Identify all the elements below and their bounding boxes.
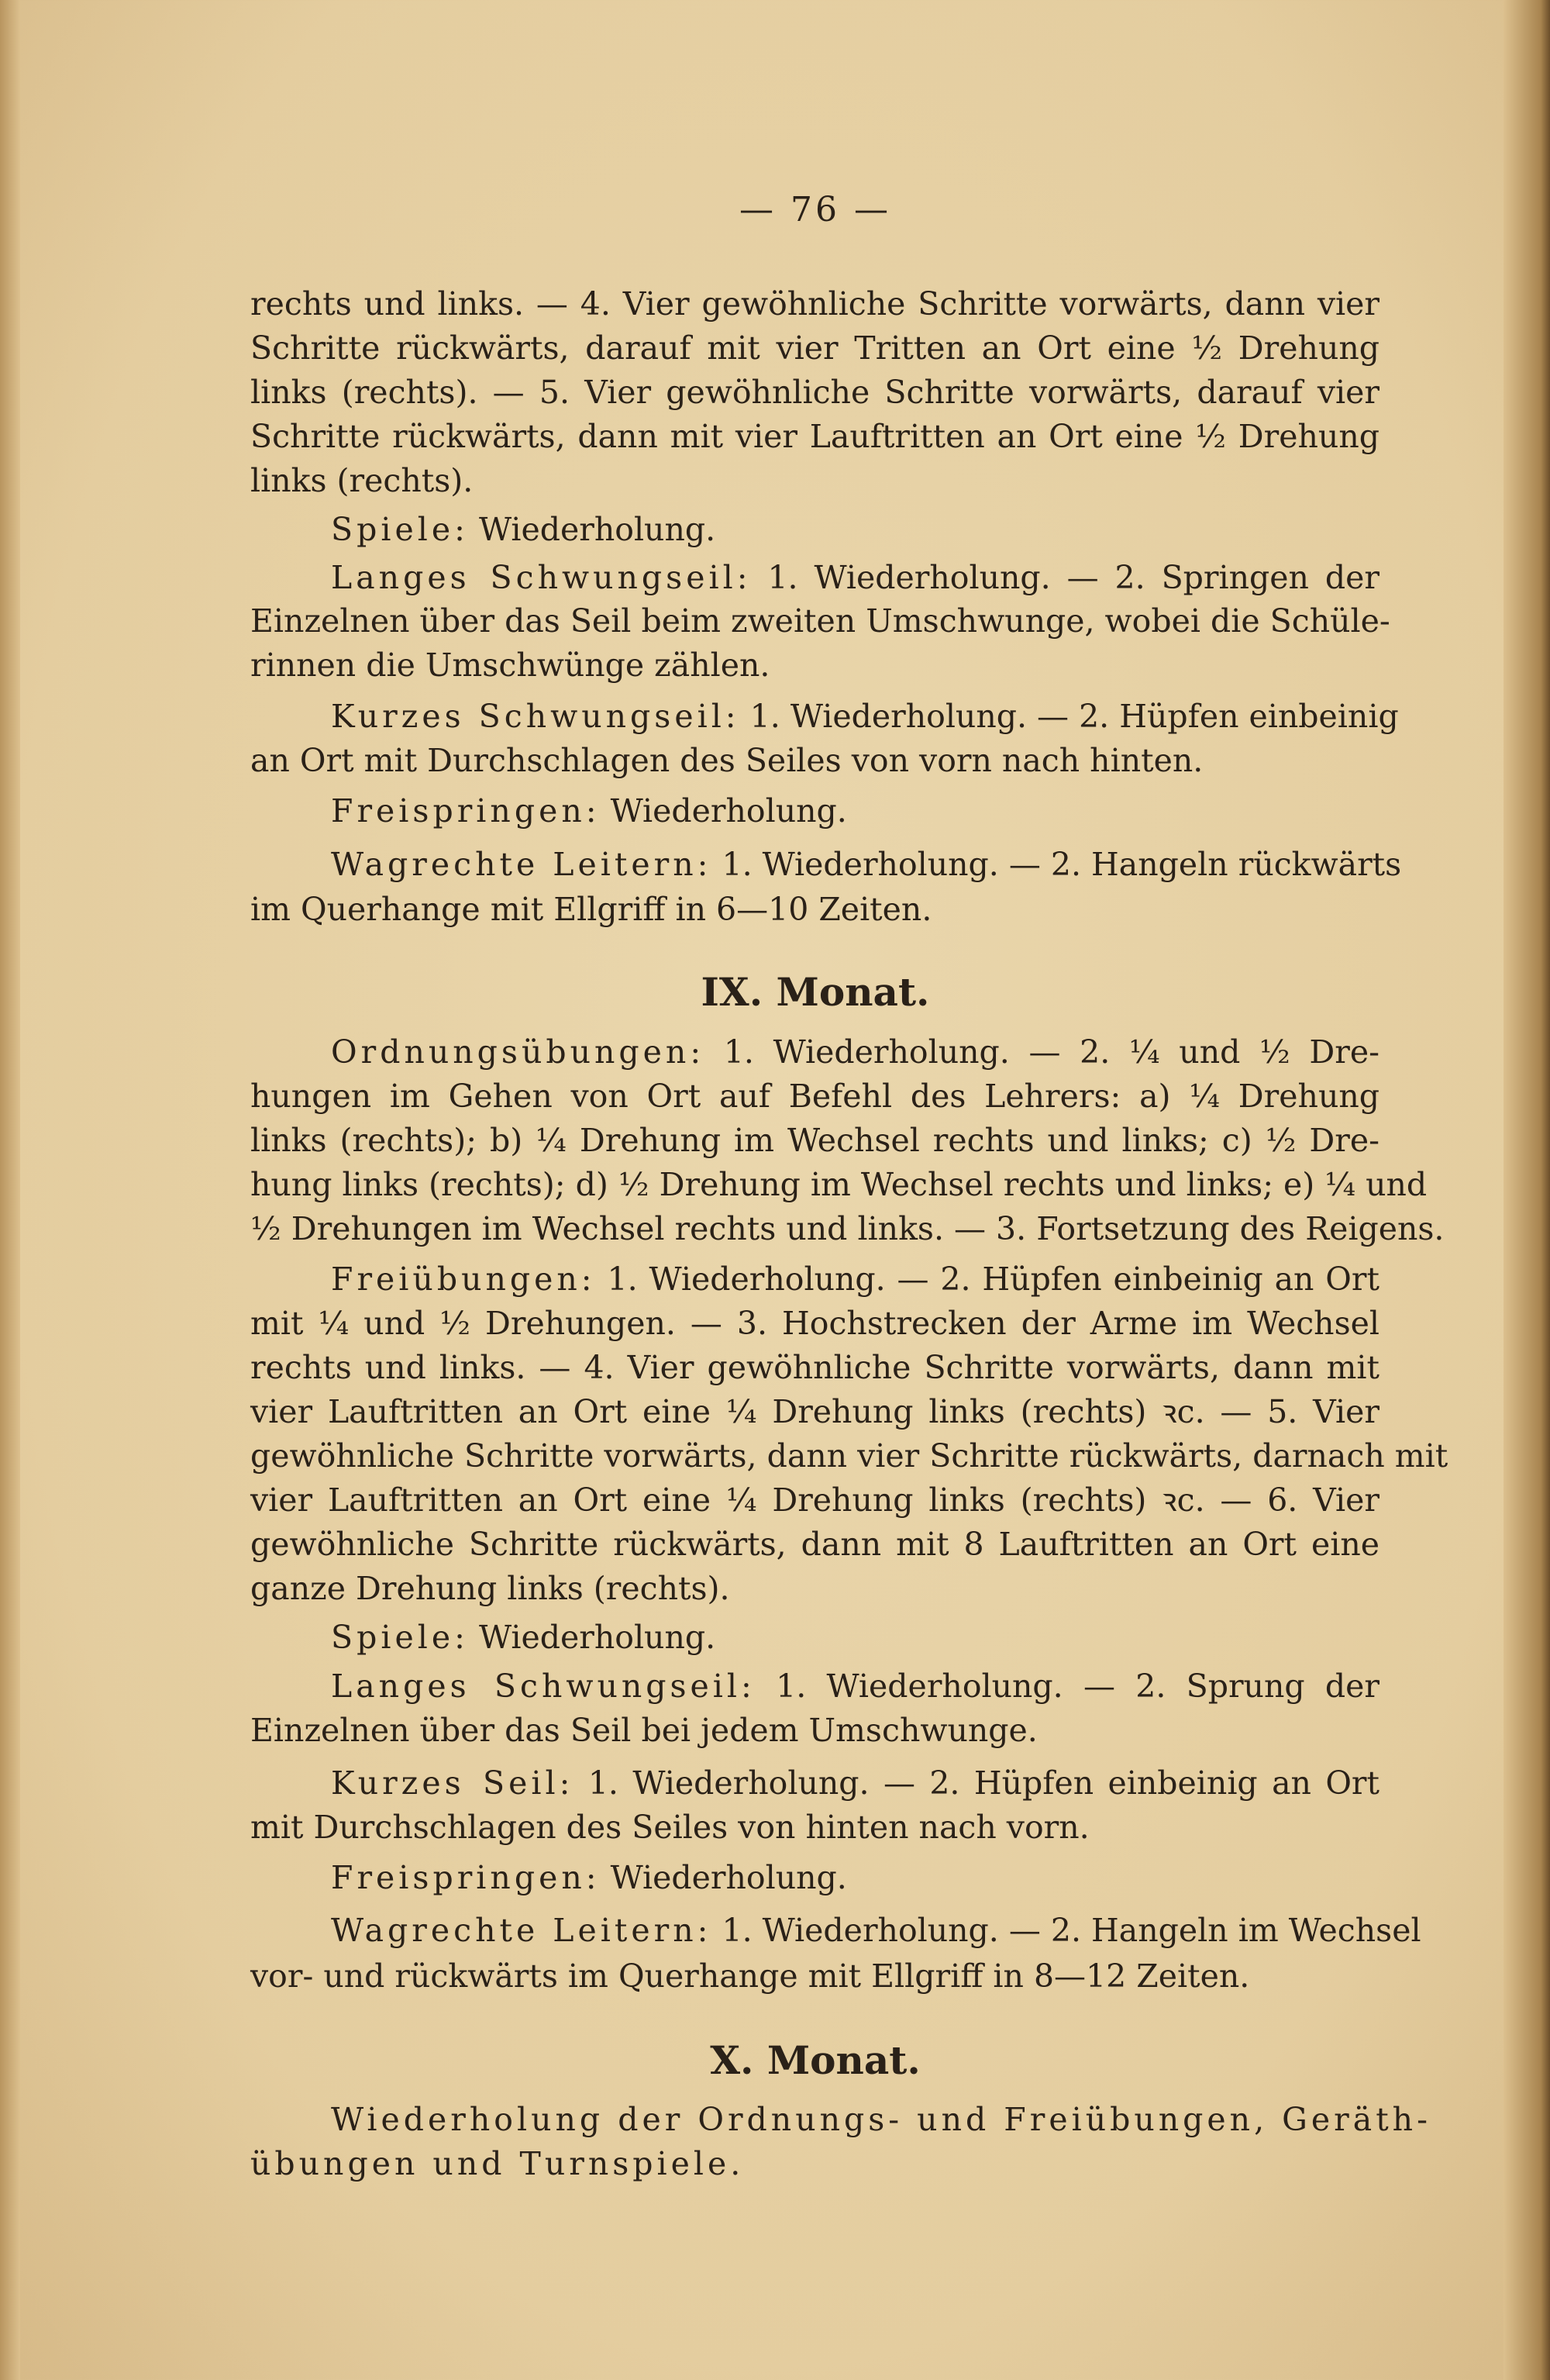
exercise-label: Langes Schwungseil:	[331, 1668, 756, 1705]
line-text: mit Durchschlagen des Seiles von hinten nach vorn.	[250, 1809, 1090, 1846]
text-line	[250, 1954, 1380, 1998]
line-text: 1. Wiederholung. — 2. Hüpfen einbeinig an Ort	[587, 1764, 1380, 1802]
page-edge-right	[1504, 0, 1550, 2380]
text-line	[250, 326, 1380, 370]
text-line	[250, 643, 1380, 687]
line-text: Einzelnen über das Seil beim zweiten Umschwunge, wobei die Schüle-	[250, 602, 1390, 640]
line-text: vier Lauftritten an Ort eine ¼ Drehung links (rechts) ꝛc. — 5. Vier	[250, 1393, 1380, 1430]
text-line	[250, 282, 1380, 326]
line-text: vier Lauftritten an Ort eine ¼ Drehung links (rechts) ꝛc. — 6. Vier	[250, 1481, 1380, 1519]
text-line	[250, 1119, 1380, 1162]
text-line	[250, 415, 1380, 458]
text-line	[250, 1478, 1380, 1522]
text-line	[250, 1434, 1448, 1478]
line-text: mit ¼ und ½ Drehungen. — 3. Hochstrecken der Arme im Wechsel	[250, 1305, 1380, 1342]
text-line	[250, 2142, 1380, 2185]
line-text: Schritte rückwärts, darauf mit vier Tritten an Ort eine ½ Drehung	[250, 329, 1380, 367]
text-line	[250, 1806, 1380, 1849]
exercise-label: Kurzes Schwungseil:	[331, 698, 740, 735]
text-line	[250, 459, 1380, 502]
section-heading: IX. Monat.	[701, 969, 930, 1015]
text-line	[250, 599, 1390, 643]
text-line	[331, 789, 1380, 833]
exercise-label: Wagrechte Leitern:	[331, 1912, 712, 1949]
text-line	[250, 1523, 1380, 1566]
exercise-label: Langes Schwungseil:	[331, 559, 752, 596]
line-text: Wiederholung.	[478, 1619, 716, 1656]
text-line	[331, 1761, 1380, 1805]
line-text: vor- und rückwärts im Querhange mit Ellgriff in 8—12 Zeiten.	[250, 1957, 1250, 1995]
text-line	[331, 1257, 1380, 1301]
text-line	[250, 1390, 1380, 1433]
text-line	[331, 1030, 1380, 1074]
text-line	[250, 739, 1380, 782]
text-line	[250, 1346, 1380, 1389]
text-line	[250, 1207, 1445, 1250]
text-line	[331, 1664, 1380, 1708]
page-number: — 76 —	[739, 190, 891, 229]
exercise-label: Spiele:	[331, 511, 469, 548]
exercise-label: Freispringen:	[331, 792, 601, 830]
exercise-label: Ordnungsübungen:	[331, 1033, 705, 1071]
line-text: Wiederholung.	[478, 511, 716, 548]
line-text: 1. Wiederholung. — 2. Hüpfen einbeinig	[749, 698, 1399, 735]
line-text: Schritte rückwärts, dann mit vier Lauftritten an Ort eine ½ Drehung	[250, 418, 1380, 455]
line-text: links (rechts). — 5. Vier gewöhnliche Schritte vorwärts, darauf vier	[250, 374, 1380, 411]
text-line	[331, 1856, 1380, 1899]
line-text: hungen im Gehen von Ort auf Befehl des Lehrers: a) ¼ Drehung	[250, 1078, 1380, 1115]
line-text: an Ort mit Durchschlagen des Seiles von vorn nach hinten.	[250, 742, 1204, 779]
line-text: 1. Wiederholung. — 2. Springen der	[767, 559, 1380, 596]
line-text: rechts und links. — 4. Vier gewöhnliche Schritte vorwärts, dann mit	[250, 1349, 1380, 1386]
text-line	[331, 1616, 1380, 1659]
section-heading: X. Monat.	[710, 2037, 921, 2083]
line-text: Wiederholung.	[610, 1859, 847, 1896]
text-line	[331, 843, 1402, 886]
line-text: 1. Wiederholung. — 2. Hüpfen einbeinig an Ort	[607, 1261, 1380, 1298]
line-text: rinnen die Umschwünge zählen.	[250, 647, 770, 684]
line-text: ½ Drehungen im Wechsel rechts und links. — 3. Fortsetzung des Reigens.	[250, 1210, 1445, 1247]
line-text: ganze Drehung links (rechts).	[250, 1570, 730, 1607]
exercise-label: Kurzes Seil:	[331, 1764, 574, 1802]
text-line	[250, 1163, 1428, 1206]
text-line	[250, 1074, 1380, 1118]
line-text: 1. Wiederholung. — 2. Sprung der	[776, 1668, 1380, 1705]
exercise-label: Spiele:	[331, 1619, 469, 1656]
exercise-label: Freiübungen:	[331, 1261, 596, 1298]
line-text: 1. Wiederholung. — 2. Hangeln im Wechsel	[722, 1912, 1421, 1949]
text-line	[250, 888, 1380, 931]
line-text: Einzelnen über das Seil bei jedem Umschwunge.	[250, 1712, 1038, 1749]
text-line	[331, 2098, 1431, 2141]
text-line	[250, 371, 1380, 414]
line-text: rechts und links. — 4. Vier gewöhnliche Schritte vorwärts, dann vier	[250, 285, 1380, 323]
line-text: hung links (rechts); d) ½ Drehung im Wechsel rechts und links; e) ¼ und	[250, 1166, 1428, 1203]
line-text: im Querhange mit Ellgriff in 6—10 Zeiten.	[250, 891, 932, 928]
line-text: Wiederholung der Ordnungs- und Freiübungen, Geräth-	[331, 2101, 1431, 2138]
text-line	[331, 695, 1399, 738]
exercise-label: Wagrechte Leitern:	[331, 846, 712, 883]
text-line	[250, 1302, 1380, 1345]
line-text: Wiederholung.	[610, 792, 847, 830]
line-text: links (rechts).	[250, 462, 474, 499]
line-text: 1. Wiederholung. — 2. ¼ und ½ Dre-	[723, 1033, 1380, 1071]
line-text: links (rechts); b) ¼ Drehung im Wechsel rechts und links; c) ½ Dre-	[250, 1122, 1380, 1159]
line-text: gewöhnliche Schritte rückwärts, dann mit 8 Lauftritten an Ort eine	[250, 1526, 1380, 1563]
exercise-label: Freispringen:	[331, 1859, 601, 1896]
line-text: 1. Wiederholung. — 2. Hangeln rückwärts	[722, 846, 1402, 883]
line-text: gewöhnliche Schritte vorwärts, dann vier Schritte rückwärts, darnach mit	[250, 1437, 1448, 1475]
page-edge-left	[0, 0, 20, 2380]
line-text: übungen und Turnspiele.	[250, 2145, 745, 2182]
text-line	[250, 1567, 1380, 1610]
text-line	[331, 508, 1380, 551]
text-line	[331, 556, 1380, 599]
text-line	[331, 1909, 1421, 1952]
text-line	[250, 1709, 1380, 1752]
